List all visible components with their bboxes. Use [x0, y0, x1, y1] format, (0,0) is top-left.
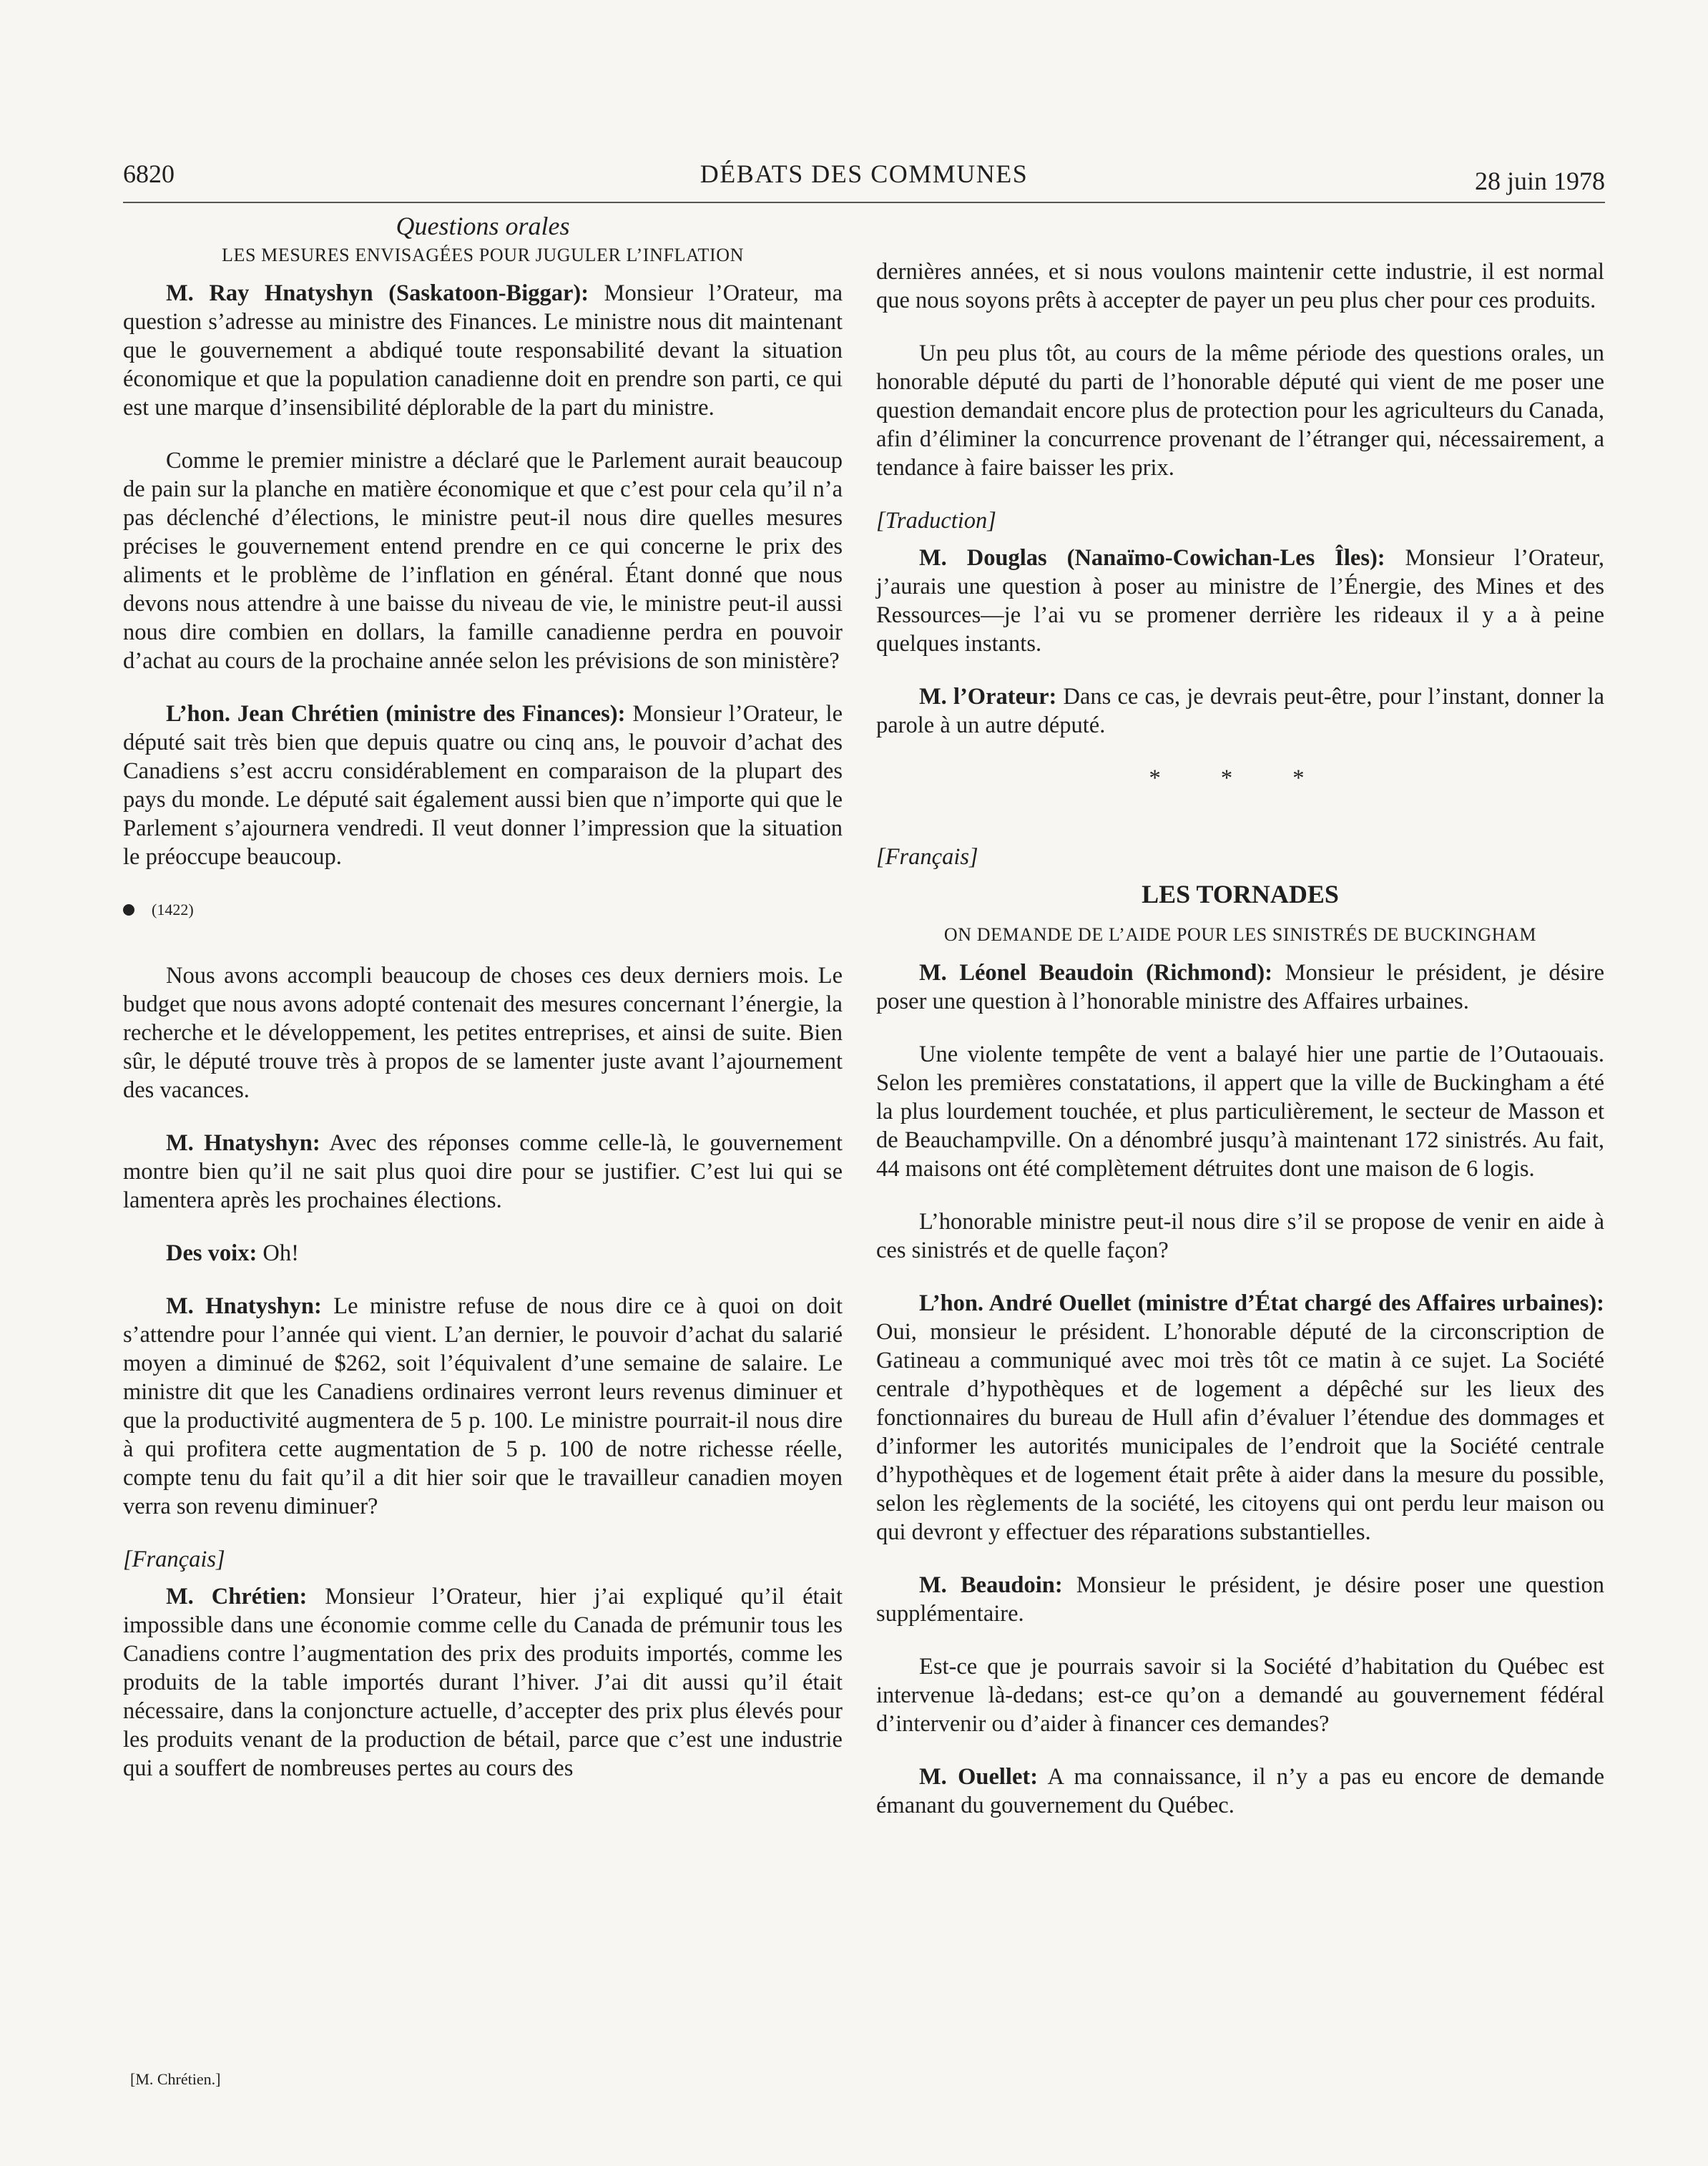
left-column [123, 212, 843, 1793]
paragraph [123, 1239, 843, 1268]
language-marker: [Français] [876, 844, 978, 870]
speech-text: A ma connaissance, il n’y a pas eu encore de demande émanant du gouvernement du Québec. [876, 1764, 1605, 1818]
bullet-icon [123, 904, 134, 916]
speaker: L’hon. Jean Chrétien (ministre des Finances): [166, 701, 626, 727]
speaker: M. Ouellet: [919, 1764, 1039, 1790]
page-header [123, 157, 1605, 203]
speaker: M. Douglas (Nanaïmo-Cowichan-Les Îles): [919, 545, 1385, 571]
paragraph: Un peu plus tôt, au cours de la même période des questions orales, un honorable député du parti de l’honorable député qui vient de me poser une question demandait encore plus de protection pour les agriculteurs du Canada, afin d’éliminer la concurrence provenant de l’étranger qui, nécessairement, a tendance à faire baisser les prix. [876, 340, 1604, 481]
paragraph [876, 959, 1604, 1016]
speech-text: Avec des réponses comme celle-là, le gouvernement montre bien qu’il ne sait plus quoi dire pour se justifier. C’est lui qui se lamentera après les prochaines élections. [123, 1130, 843, 1213]
section-category: Questions orales [396, 212, 570, 240]
speech-text: Le ministre refuse de nous dire ce à quoi on doit s’attendre pour l’année qui vient. L’an dernier, le pouvoir d’achat du salarié moyen a diminué de $262, soit l’équivalent d’une semaine de salaire. Le ministre dit que les Canadiens ordinaires verront leurs revenus diminuer et que la productivité augmentera de 5 p. 100. Le ministre pourrait-il nous dire à qui profitera cette augmentation de 5 p. 100 de notre richesse réelle, compte tenu du fait qu’il a dit hier soir que le travailleur canadien moyen verra son revenu diminuer? [123, 1293, 843, 1519]
page-number: 6820 [123, 160, 175, 188]
paragraph [876, 1763, 1604, 1820]
speaker: M. Hnatyshyn: [166, 1130, 320, 1156]
paragraph: Nous avons accompli beaucoup de choses ces deux derniers mois. Le budget que nous avons adopté contenait des mesures concernant l’énergie, la recherche et le développement, les petites entreprises, et ainsi de suite. Bien sûr, le député trouve très à propos de se lamenter juste avant l’ajournement des vacances. [123, 963, 843, 1103]
publication-title: DÉBATS DES COMMUNES [700, 160, 1029, 188]
continuation-footer: [M. Chrétien.] [130, 2070, 221, 2088]
speech-text: Monsieur l’Orateur, hier j’ai expliqué qu’il était impossible dans une économie comme celle du Canada de prémunir tous les Canadiens contre l’augmentation des prix des produits importés, comme les produits de la table importés durant l’hiver. J’ai dit aussi qu’il était nécessaire, dans la conjoncture actuelle, d’accepter des prix plus élevés pour les produits venant de la production de bétail, parce que c’est une industrie qui a souffert de nombreuses pertes au cours des [123, 1584, 843, 1781]
speech-text: Oh! [257, 1240, 299, 1266]
section-subject: ON DEMANDE DE L’AIDE POUR LES SINISTRÉS DE BUCKINGHAM [943, 924, 1537, 945]
paragraph: Comme le premier ministre a déclaré que le Parlement aurait beaucoup de pain sur la planche en matière économique et que c’est pour cela qu’il n’a pas déclenché d’élections, le ministre peut-il nous dire quelles mesures précises le gouvernement entend prendre en ce qui concerne le prix des aliments et le problème de l’inflation en général. Étant donné que nous devons nous attendre à une baisse du niveau de vie, le ministre peut-il aussi nous dire combien en dollars, la famille canadienne perdra en pouvoir d’achat au cours de la prochaine année selon les prévisions de son ministère? [123, 448, 843, 674]
paragraph: L’honorable ministre peut-il nous dire s’il se propose de venir en aide à ces sinistrés et de quelle façon? [876, 1209, 1604, 1263]
timestamp [123, 896, 843, 924]
paragraph [876, 1289, 1604, 1547]
publication-date: 28 juin 1978 [1474, 167, 1605, 195]
speaker: M. l’Orateur: [919, 684, 1057, 710]
speaker: M. Beaudoin: [919, 1572, 1063, 1598]
language-marker: [Français] [123, 1547, 225, 1572]
section-subject: LES MESURES ENVISAGÉES POUR JUGULER L’INFLATION [222, 245, 744, 265]
speech-text: Monsieur le président, je désire poser une question à l’honorable ministre des Affaires urbaines. [876, 960, 1604, 1014]
speaker: M. Hnatyshyn: [166, 1293, 322, 1319]
language-marker: [Traduction] [876, 508, 996, 534]
paragraph: Une violente tempête de vent a balayé hier une partie de l’Outaouais. Selon les premières constatations, il appert que la ville de Buckingham a été la plus lourdement touchée, et plus particulièrement, le secteur de Masson et de Beauchampville. On a dénombré jusqu’à maintenant 172 sinistrés. Au fait, 44 maisons ont été complètement détruites dont une maison de 6 logis. [876, 1042, 1604, 1182]
paragraph [876, 682, 1604, 740]
paragraph [123, 1129, 843, 1215]
speaker: L’hon. André Ouellet (ministre d’État chargé des Affaires urbaines): [919, 1290, 1604, 1316]
paragraph: Est-ce que je pourrais savoir si la Société d’habitation du Québec est intervenue là-dedans; est-ce qu’on a demandé au gouvernement fédéral d’intervenir ou d’aider à financer ces demandes? [876, 1654, 1604, 1737]
speech-text: Monsieur le président, je désire poser une question supplémentaire. [876, 1572, 1604, 1627]
section-separator: * * * [1149, 765, 1332, 791]
paragraph [123, 700, 843, 871]
speaker: M. Ray Hnatyshyn (Saskatoon-Biggar): [166, 280, 589, 306]
speaker: Des voix: [166, 1240, 257, 1266]
paragraph [123, 279, 843, 422]
speech-text: Dans ce cas, je devrais peut-être, pour l’instant, donner la parole à un autre député. [876, 684, 1604, 738]
speaker: M. Chrétien: [166, 1584, 308, 1609]
paragraph [123, 1582, 843, 1783]
paragraph: dernières années, et si nous voulons maintenir cette industrie, il est normal que nous soyons prêts à accepter de payer un peu plus cher pour ces produits. [876, 259, 1604, 313]
right-column [876, 258, 1604, 1844]
timestamp-text: (1422) [152, 901, 194, 918]
speech-text: Oui, monsieur le président. L’honorable député de la circonscription de Gatineau a communiqué avec moi très tôt ce matin à ce sujet. La Société centrale d’hypothèques et de logement a dépêché sur les lieux des fonctionnaires du bureau de Hull afin d’évaluer l’étendue des dommages et d’informer les autorités municipales de l’endroit que la Société centrale d’hypothèques et de logement était prête à aider dans la mesure du possible, selon les règlements de la société, les citoyens qui ont perdu leur maison ou qui devront y effectuer des réparations substantielles. [876, 1319, 1604, 1545]
paragraph [123, 1292, 843, 1521]
speaker: M. Léonel Beaudoin (Richmond): [919, 960, 1273, 986]
speech-text: Monsieur l’Orateur, le député sait très bien que depuis quatre ou cinq ans, le pouvoir d’achat des Canadiens s’est accru considérablement en comparaison de la plupart des pays du monde. Le député sait également aussi bien que n’importe qui que le Parlement s’ajournera vendredi. Il veut donner l’impression que la situation le préoccupe beaucoup. [123, 701, 843, 870]
paragraph [876, 544, 1604, 658]
speech-text: Monsieur l’Orateur, j’aurais une question à poser au ministre de l’Énergie, des Mines et des Ressources—je l’ai vu se promener derrière les rideaux il y a à peine quelques instants. [876, 545, 1604, 657]
speech-text: Monsieur l’Orateur, ma question s’adresse au ministre des Finances. Le ministre nous dit maintenant que le gouvernement a abdiqué toute responsabilité devant la situation économique et que la population canadienne doit en prendre son parti, ce qui est une marque d’insensibilité déplorable de la part du ministre. [123, 280, 843, 421]
section-title: LES TORNADES [1142, 880, 1339, 908]
paragraph [876, 1571, 1604, 1628]
